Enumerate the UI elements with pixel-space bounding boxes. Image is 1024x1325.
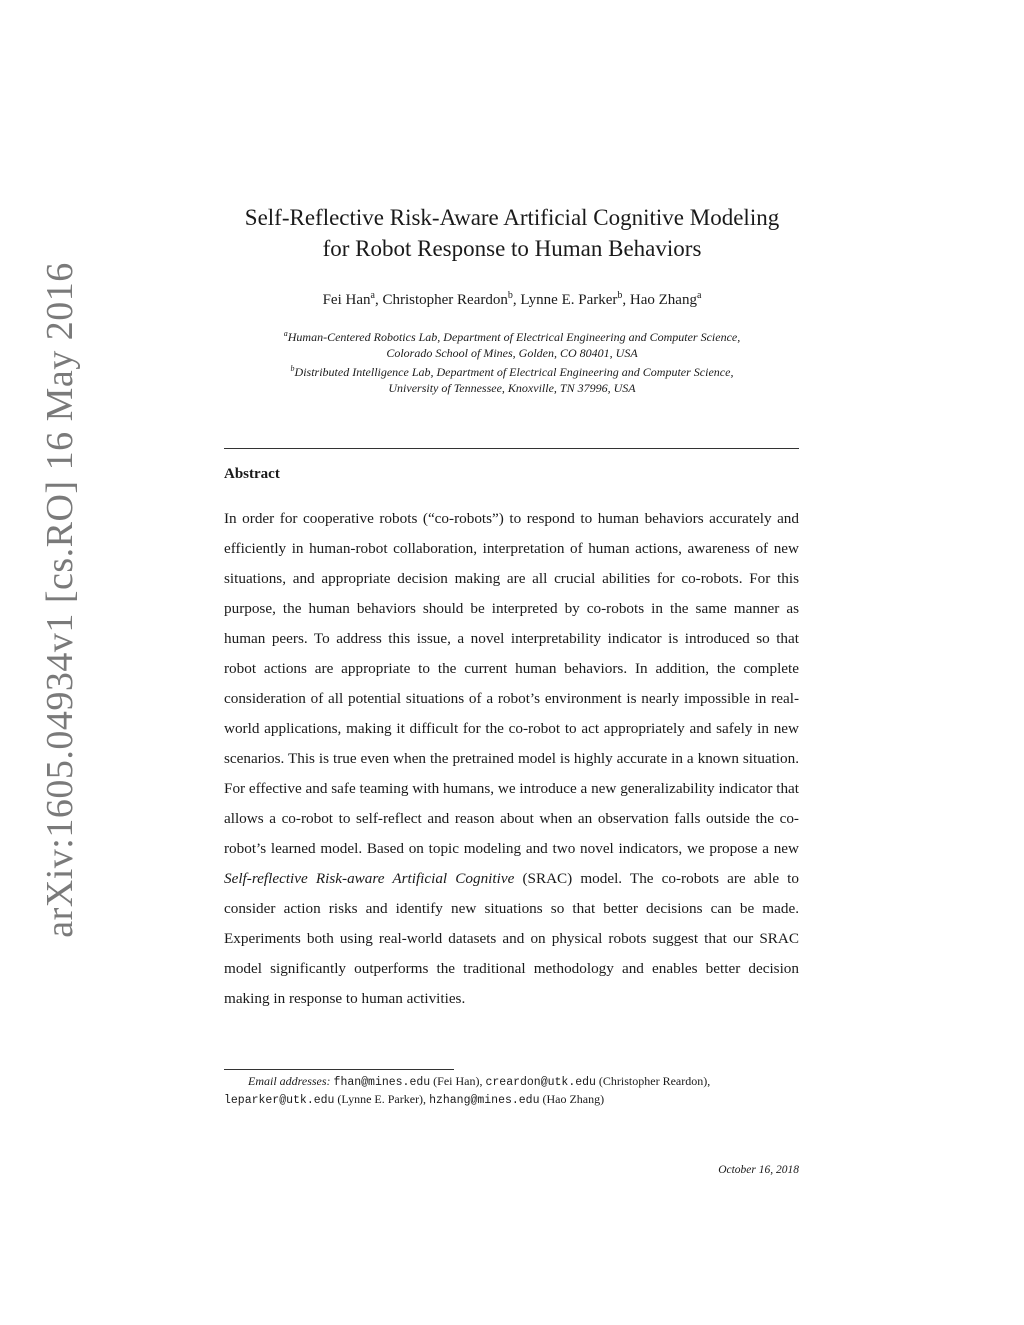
preprint-date: October 16, 2018 — [718, 1164, 799, 1176]
affiliation-a-address: Colorado School of Mines, Golden, CO 80401, USA — [386, 346, 638, 360]
email-footnote: Email addresses: fhan@mines.edu (Fei Han), creardon@utk.edu (Christopher Reardon), leparker@utk.edu (Lynne E. Parker), hzhang@mines.edu (Hao Zhang) — [224, 1074, 711, 1107]
model-name-italic: Self-reflective Risk-aware Artificial Cognitive — [224, 870, 515, 887]
affiliation-a: $^a$Human-Centered Robotics Lab, Department of Electrical Engineering and Computer Science, — [283, 329, 741, 344]
author-affil-mark: a — [370, 290, 375, 301]
author-name: Fei Han — [322, 292, 371, 308]
email-link[interactable]: creardon@utk.edu — [485, 1076, 596, 1089]
affiliation-b: $^b$Distributed Intelligence Lab, Department of Electrical Engineering and Computer Science, — [290, 364, 734, 379]
abstract-text: In order for cooperative robots (“co-robots”) to respond to human behaviors accurately and efficiently in human-robot collaboration, interpretation of human actions, awareness of new situations, and appropriate decision making are all crucial abilities for co-robots. For this purpose, the human behaviors should be interpreted by co-robots in the same manner as human peers. To address this issue, a novel interpretability indicator is introduced so that robot actions are appropriate to the current human behaviors. In addition, the complete consideration of all potential situations of a robot’s environment is nearly impossible in real-world applications, making it difficult for the co-robot to act appropriately and safely in new scenarios. This is true even when the pretrained model is highly accurate in a known situation. For effective and safe teaming with humans, we introduce a new generalizability indicator that allows a co-robot to self-reflect and reason about when an observation falls outside the co-robot’s learned model. Based on topic modeling and two novel indicators, we propose a new Self-reflective Risk-aware Artificial Cognitive (SRAC) model. The co-robots are able to consider action risks and identify new situations so that better decisions can be made. Experiments both using real-world datasets and on physical robots suggest that our SRAC model significantly outperforms the traditional methodology and enables better decision making in response to human activities. — [224, 510, 799, 1007]
author-affil-mark: b — [507, 290, 513, 301]
paper-title — [200, 202, 824, 264]
footnote-divider — [224, 1069, 454, 1070]
footnote-label: Email addresses: — [248, 1074, 331, 1088]
email-link[interactable]: hzhang@mines.edu — [429, 1094, 540, 1107]
header-divider — [224, 448, 799, 449]
title-line-1: Self-Reflective Risk-Aware Artificial Cognitive Modeling — [244, 205, 780, 230]
title-line-2: for Robot Response to Human Behaviors — [322, 236, 702, 261]
author-name: Hao Zhang — [629, 292, 697, 308]
abstract-heading: Abstract — [224, 466, 280, 482]
email-link[interactable]: leparker@utk.edu — [224, 1094, 335, 1107]
author-list: Fei Han$^a$, Christopher Reardon$^b$, Lynne E. Parker$^b$, Hao Zhang$^a$ — [322, 290, 702, 308]
author-name: Christopher Reardon — [382, 292, 508, 308]
author-name: Lynne E. Parker — [520, 292, 618, 308]
arxiv-identifier: arXiv:1605.04934v1 [cs.RO] 16 May 2016 — [39, 262, 81, 938]
affiliation-b-address: University of Tennessee, Knoxville, TN 37996, USA — [388, 381, 636, 395]
author-affil-mark: b — [617, 290, 623, 301]
affiliations — [200, 326, 824, 396]
email-link[interactable]: fhan@mines.edu — [333, 1076, 431, 1089]
author-affil-mark: a — [696, 290, 702, 301]
